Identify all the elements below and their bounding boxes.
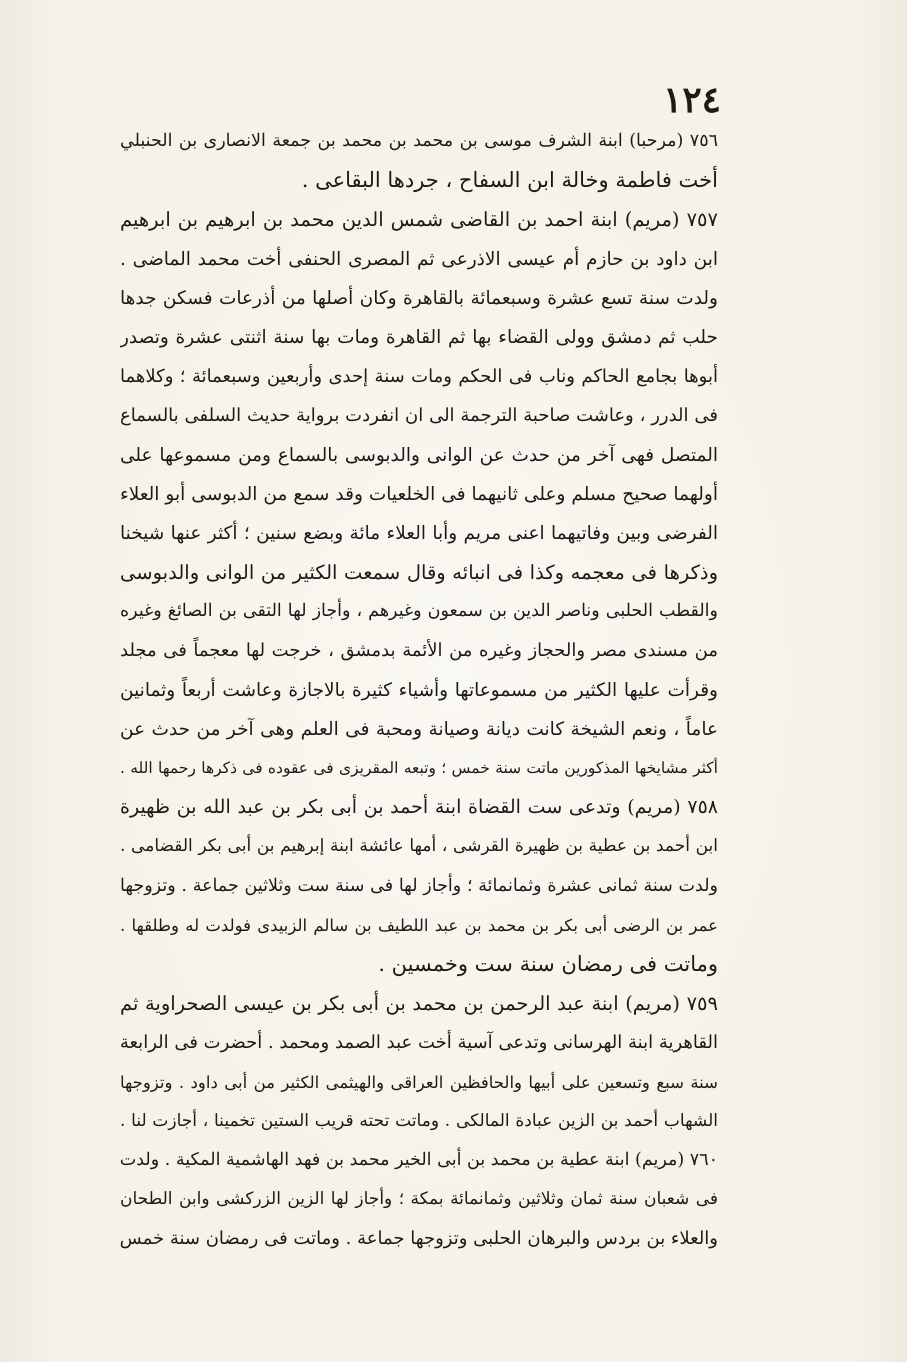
text-line: الفرضى وبين وفاتيهما اعنى مريم وأبا العلاء مائة وبضع سنين ؛ أكثر عنها شيخنا	[120, 522, 718, 544]
text-line: ٧٥٩ (مريم) ابنة عبد الرحمن بن محمد بن أبى بكر بن عيسى الصحراوية ثم	[120, 992, 718, 1016]
text-block	[120, 122, 718, 1258]
text-line: ٧٥٧ (مريم) ابنة احمد بن القاضى شمس الدين محمد بن ابرهيم بن ابرهيم	[120, 208, 718, 232]
text-line: أخت فاطمة وخالة ابن السفاح ، جردها البقاعى .	[301, 168, 718, 193]
text-line: ٧٥٨ (مريم) وتدعى ست القضاة ابنة أحمد بن أبى بكر بن عبد الله بن ظهيرة	[120, 796, 718, 819]
text-line: سنة سبع وتسعين على أبيها والحافظين العراقى والهيثمى الكثير من أبى داود . وتزوجها	[120, 1072, 718, 1092]
text-line: الشهاب أحمد بن الزين عبادة المالكى . وماتت تحته قريب الستين تخمينا ، أجازت لنا .	[120, 1110, 718, 1131]
text-line: أبوها بجامع الحاكم وناب فى الحكم ومات سنة إحدى وأربعين وسبعمائة ؛ وكلاهما	[120, 366, 718, 388]
text-line: فى شعبان سنة ثمان وثلاثين وثمانمائة بمكة ؛ وأجاز لها الزين الزركشى وابن الطحان	[120, 1189, 718, 1210]
text-line: والعلاء بن بردس والبرهان الحلبى وتزوجها جماعة . وماتت فى رمضان سنة خمس	[120, 1228, 718, 1250]
text-line: ٧٦٠ (مريم) ابنة عطية بن محمد بن أبى الخير محمد بن فهد الهاشمية المكية . ولدت	[120, 1149, 718, 1170]
text-line: ابن أحمد بن عطية بن ظهيرة القرشى ، أمها عائشة ابنة إبرهيم بن أبى بكر القضامى .	[120, 836, 718, 857]
text-line: ولدت سنة ثمانى عشرة وثمانمائة ؛ وأجاز لها فى سنة ست وثلاثين جماعة . وتزوجها	[120, 875, 718, 896]
text-line: أكثر مشايخها المذكورين ماتت سنة خمس ؛ وتبعه المقريزى فى عقوده فى ذكرها رحمها الله .	[120, 759, 718, 777]
text-line: عمر بن الرضى أبى بكر بن محمد بن عبد اللطيف بن سالم الزبيدى فولدت له وطلقها .	[120, 915, 718, 935]
text-line: فى الدرر ، وعاشت صاحبة الترجمة الى ان انفردت برواية حديث السلفى بالسماع	[120, 405, 718, 427]
text-line: والقطب الحلبى وناصر الدين بن سمعون وغيرهم ، وأجاز لها التقى بن الصائغ وغيره	[120, 601, 718, 622]
text-line: حلب ثم دمشق وولى القضاء بها ثم القاهرة ومات بها سنة اثنتى عشرة وتصدر	[120, 326, 718, 348]
text-line: المتصل فهى آخر من حدث عن الوانى والدبوسى بالسماع ومن مسموعها على	[120, 444, 718, 466]
text-line: وذكرها فى معجمه وكذا فى انبائه وقال سمعت الكثير من الوانى والدبوسى	[120, 561, 718, 585]
text-line: أولهما صحيح مسلم وعلى ثانيهما فى الخلعيات وقد سمع من الدبوسى أبو العلاء	[120, 483, 718, 505]
text-line: ولدت سنة تسع عشرة وسبعمائة بالقاهرة وكان أصلها من أذرعات فسكن جدها	[120, 287, 718, 309]
text-line: ٧٥٦ (مرحبا) ابنة الشرف موسى بن محمد بن محمد بن جمعة الانصارى بن الحنبلي	[120, 131, 718, 151]
text-line: عاماً ، ونعم الشيخة كانت ديانة وصيانة ومحبة فى العلم وهى آخر من حدث عن	[120, 718, 718, 740]
text-line: وقرأت عليها الكثير من مسموعاتها وأشياء كثيرة بالاجازة وعاشت أربعاً وثمانين	[120, 679, 718, 701]
text-line: ابن داود بن حازم أم عيسى الاذرعى ثم المصرى الحنفى أخت محمد الماضى .	[120, 248, 718, 270]
text-line: وماتت فى رمضان سنة ست وخمسين .	[378, 951, 718, 976]
page-number: ١٢٤	[662, 79, 721, 121]
text-line: القاهرية ابنة الهرسانى وتدعى آسية أخت عبد الصمد ومحمد . أحضرت فى الرابعة	[120, 1032, 718, 1054]
text-line: من مسندى مصر والحجاز وغيره من الأئمة بدمشق ، خرجت لها معجماً فى مجلد	[120, 640, 718, 662]
